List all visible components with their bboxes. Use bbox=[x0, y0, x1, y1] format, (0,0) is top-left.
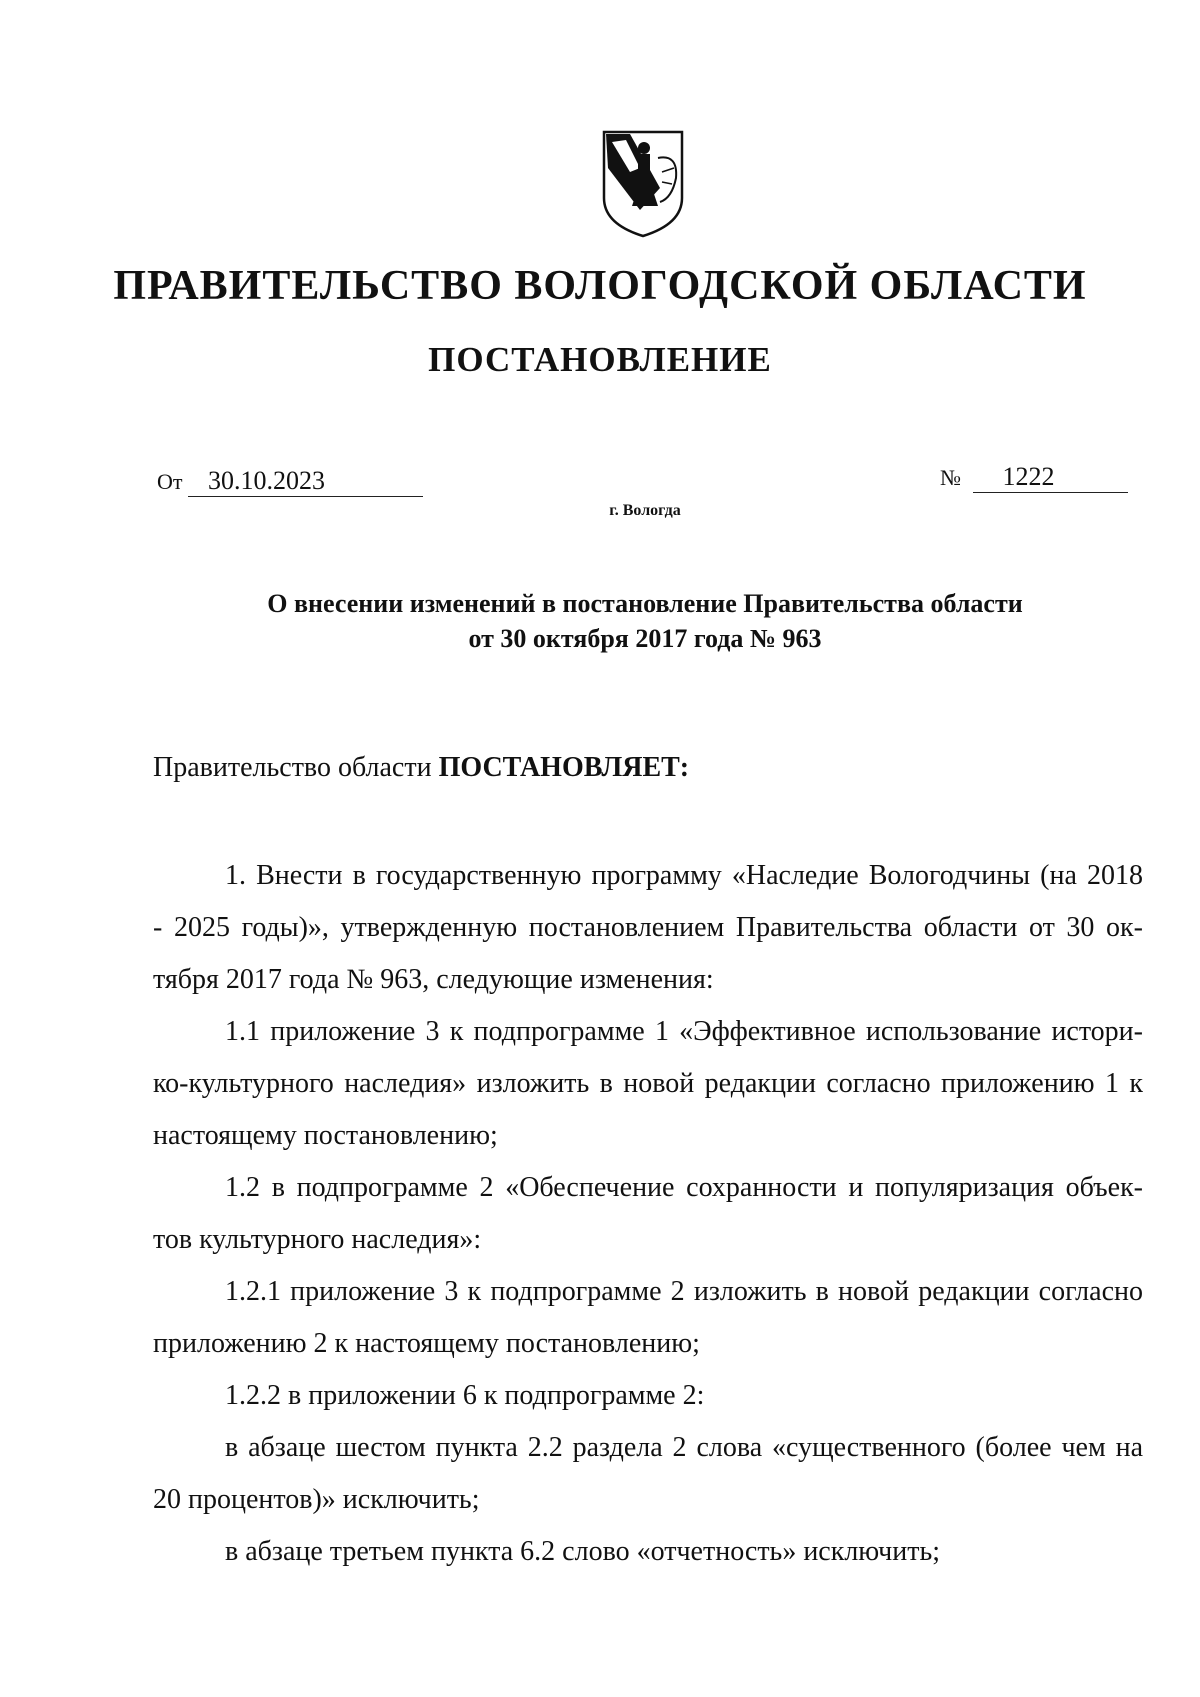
organization-title: ПРАВИТЕЛЬСТВО ВОЛОГОДСКОЙ ОБЛАСТИ bbox=[113, 263, 1087, 309]
body-line: - 2025 годы)», утвержденную постановлением Правительства области от 30 ок- bbox=[153, 912, 1143, 943]
city: г. Вологда bbox=[609, 502, 681, 519]
preamble-emphasis: ПОСТАНОВЛЯЕТ: bbox=[438, 752, 690, 783]
preamble bbox=[153, 752, 689, 784]
body-line: 1.2 в подпрограмме 2 «Обеспечение сохранности и популяризация объек- bbox=[225, 1172, 1143, 1203]
subject-line: от 30 октября 2017 года № 963 bbox=[468, 624, 822, 653]
body-line: 1.2.2 в приложении 6 к подпрограмме 2: bbox=[225, 1380, 705, 1411]
subject-line: О внесении изменений в постановление Правительства области bbox=[267, 589, 1023, 618]
document-number bbox=[940, 462, 1128, 493]
body-line: 1.2.1 приложение 3 к подпрограмме 2 изложить в новой редакции согласно bbox=[225, 1276, 1143, 1307]
date-value: 30.10.2023 bbox=[188, 466, 423, 497]
body-line: 20 процентов)» исключить; bbox=[153, 1484, 480, 1515]
number-prefix: № bbox=[940, 465, 961, 490]
body-line: ко-культурного наследия» изложить в новой редакции согласно приложению 1 к bbox=[153, 1068, 1143, 1099]
document-date bbox=[157, 466, 423, 497]
document-body bbox=[153, 850, 1143, 1578]
document-subject bbox=[0, 586, 1200, 656]
document-type: ПОСТАНОВЛЕНИЕ bbox=[428, 340, 772, 379]
body-line: в абзаце третьем пункта 6.2 слово «отчетность» исключить; bbox=[225, 1536, 941, 1567]
body-line: настоящему постановлению; bbox=[153, 1120, 498, 1151]
date-prefix: От bbox=[157, 469, 183, 494]
body-line: приложению 2 к настоящему постановлению; bbox=[153, 1328, 700, 1359]
body-line: тября 2017 года № 963, следующие изменения: bbox=[153, 964, 714, 995]
body-line: 1. Внести в государственную программу «Наследие Вологодчины (на 2018 bbox=[225, 860, 1143, 891]
vologda-coat-of-arms-icon bbox=[600, 128, 686, 240]
number-value: 1222 bbox=[973, 462, 1128, 493]
preamble-text: Правительство области bbox=[153, 752, 439, 783]
body-line: тов культурного наследия»: bbox=[153, 1224, 482, 1255]
body-line: 1.1 приложение 3 к подпрограмме 1 «Эффективное использование истори- bbox=[225, 1016, 1143, 1047]
body-line: в абзаце шестом пункта 2.2 раздела 2 слова «существенного (более чем на bbox=[225, 1432, 1143, 1463]
